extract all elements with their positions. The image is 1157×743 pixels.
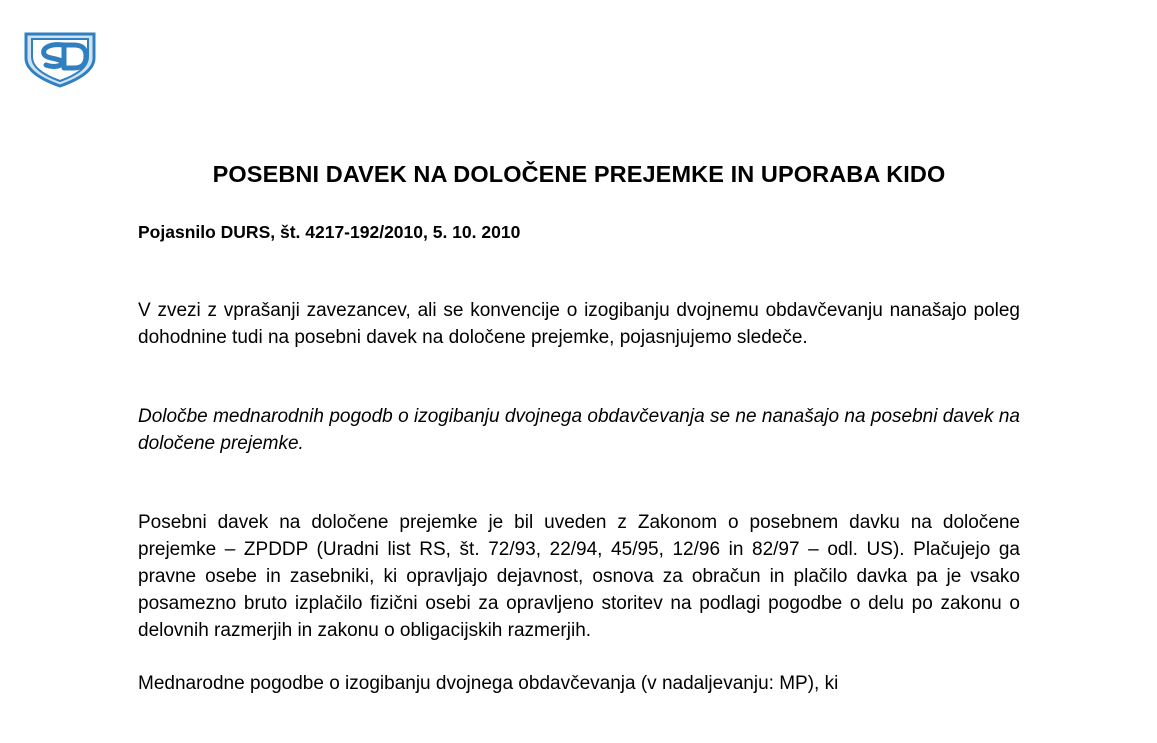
- document-subtitle: Pojasnilo DURS, št. 4217-192/2010, 5. 10. 2010: [138, 222, 521, 243]
- document-content: [138, 0, 1020, 697]
- paragraph-body-2: Mednarodne pogodbe o izogibanju dvojnega obdavčevanja (v nadaljevanju: MP), ki: [138, 673, 839, 695]
- page-title: POSEBNI DAVEK NA DOLOČENE PREJEMKE IN UPORABA KIDO: [212, 161, 946, 187]
- paragraph-highlight: Določbe mednarodnih pogodb o izogibanju dvojnega obdavčevanja se ne nanašajo na posebni davek na določene prejemke.: [138, 406, 1020, 455]
- sd-shield-logo-icon: [18, 28, 102, 90]
- paragraph-body-1: Posebni davek na določene prejemke je bil uveden z Zakonom o posebnem davku na določene prejemke – ZPDDP (Uradni list RS, št. 72/93, 22/94, 45/95, 12/96 in 82/97 – odl. US). Plačujejo ga pravne osebe in zasebniki, ki opravljajo dejavnost, osnova za obračun in plačilo davka pa je vsako posamezno bruto izplačilo fizični osebi za opravljeno storitev na podlagi pogodbe o delu po zakonu o delovnih razmerjih in zakonu o obligacijskih razmerjih.: [138, 512, 1020, 642]
- paragraph-intro: V zvezi z vprašanji zavezancev, ali se konvencije o izogibanju dvojnemu obdavčevanju nanašajo poleg dohodnine tudi na posebni davek na določene prejemke, pojasnjujemo sledeče.: [138, 300, 1020, 349]
